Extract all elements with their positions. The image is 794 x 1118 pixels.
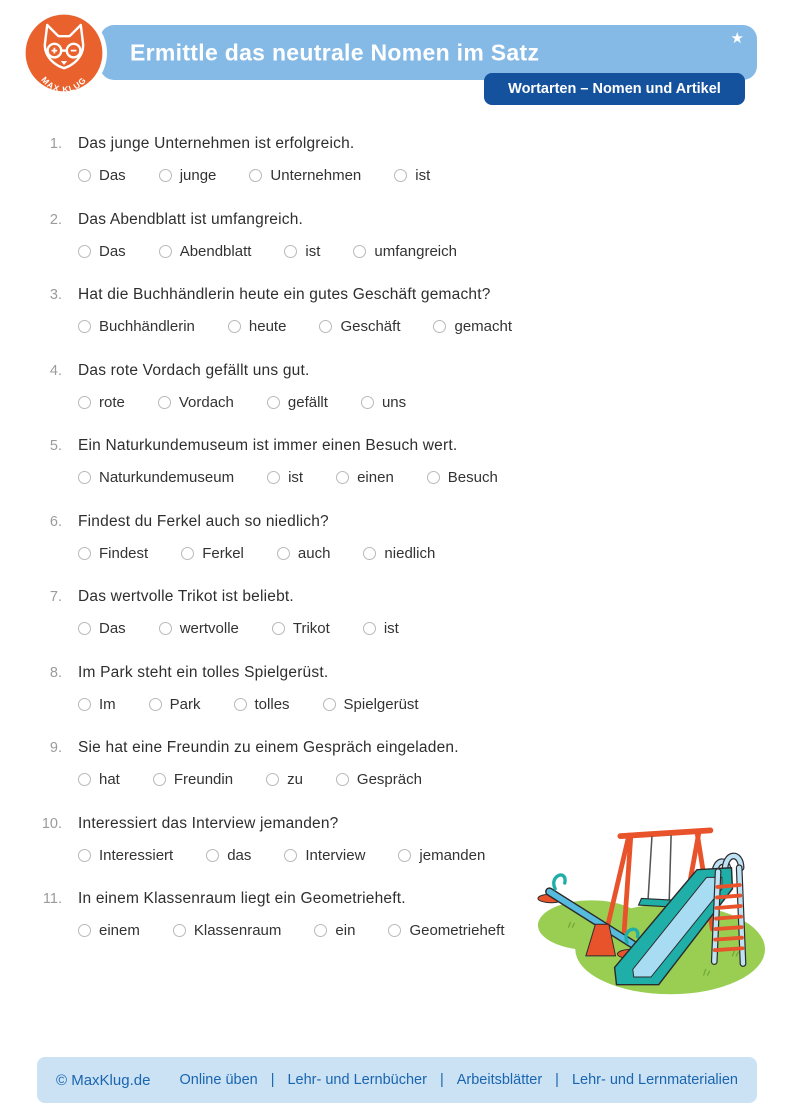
radio-button-icon[interactable] (361, 396, 374, 409)
answer-option[interactable] (272, 620, 330, 637)
options-row (78, 469, 620, 486)
fox-logo-icon (24, 13, 104, 93)
radio-button-icon[interactable] (78, 245, 91, 258)
option-label: ist (288, 469, 304, 486)
question-list (40, 134, 620, 965)
radio-button-icon[interactable] (78, 773, 91, 786)
answer-option[interactable] (78, 545, 148, 562)
option-label: umfangreich (374, 242, 457, 260)
option-label: Das (99, 620, 126, 637)
footer-separator: | (555, 1072, 559, 1088)
radio-button-icon[interactable] (267, 396, 280, 409)
option-label: Im (99, 695, 116, 713)
question-item (40, 889, 620, 939)
answer-option[interactable] (78, 771, 120, 788)
radio-button-icon[interactable] (353, 245, 366, 258)
question-item (40, 436, 620, 486)
question-number: 11. (42, 891, 62, 907)
header-banner (100, 25, 757, 80)
option-label: junge (179, 167, 217, 184)
footer-link[interactable]: Arbeitsblätter (456, 1072, 543, 1088)
page-title: Ermittle das neutrale Nomen im Satz (130, 39, 540, 65)
radio-button-icon[interactable] (158, 396, 171, 409)
answer-option[interactable] (323, 696, 419, 713)
answer-option[interactable] (427, 469, 498, 486)
option-label: einem (99, 922, 140, 939)
radio-button-icon[interactable] (314, 924, 327, 937)
radio-button-icon[interactable] (427, 471, 440, 484)
option-label: ist (415, 167, 431, 184)
option-label: Unternehmen (270, 167, 362, 184)
question-item (40, 663, 620, 713)
question-sentence: In einem Klassenraum liegt ein Geometrieheft. (78, 890, 406, 907)
answer-option[interactable] (78, 469, 234, 486)
question-item (40, 285, 620, 335)
answer-option[interactable] (284, 243, 320, 260)
answer-option[interactable] (78, 243, 126, 260)
radio-button-icon[interactable] (284, 849, 297, 862)
answer-option[interactable] (78, 696, 116, 713)
footer-link[interactable]: Lehr- und Lernmaterialien (571, 1072, 738, 1088)
option-label: Trikot (292, 620, 330, 637)
answer-option[interactable] (363, 545, 435, 562)
topic-badge: Wortarten – Nomen und Artikel (484, 73, 745, 105)
question-item (40, 814, 620, 864)
question-number: 5. (49, 438, 62, 454)
radio-button-icon[interactable] (398, 849, 411, 862)
option-label: Buchhändlerin (99, 318, 195, 335)
answer-option[interactable] (361, 394, 406, 411)
question-number: 10. (41, 815, 62, 832)
radio-button-icon[interactable] (363, 547, 376, 560)
radio-button-icon[interactable] (78, 924, 91, 937)
answer-option[interactable] (433, 318, 512, 335)
option-label: auch (297, 544, 331, 562)
radio-button-icon[interactable] (228, 320, 241, 333)
answer-option[interactable] (336, 469, 394, 486)
question-sentence: Das Abendblatt ist umfangreich. (78, 210, 304, 228)
radio-button-icon[interactable] (159, 622, 172, 635)
question-number: 8. (49, 664, 62, 681)
option-label: einen (357, 469, 394, 486)
star-icon: ★ (730, 30, 744, 47)
option-label: Freundin (173, 771, 234, 788)
answer-option[interactable] (314, 922, 355, 939)
answer-option[interactable] (158, 394, 234, 411)
radio-button-icon[interactable] (159, 245, 172, 258)
footer-separator: | (439, 1072, 444, 1088)
option-label: Abendblatt (179, 242, 252, 260)
radio-button-icon[interactable] (249, 169, 262, 182)
answer-option[interactable] (78, 394, 125, 411)
answer-option[interactable] (336, 771, 422, 788)
answer-option[interactable] (228, 318, 287, 335)
answer-option[interactable] (388, 922, 504, 939)
answer-option[interactable] (173, 922, 282, 939)
radio-button-icon[interactable] (336, 471, 349, 484)
question-item (40, 587, 620, 637)
option-label: Klassenraum (193, 922, 282, 939)
radio-button-icon[interactable] (78, 396, 91, 409)
option-label: niedlich (384, 544, 436, 562)
options-row (78, 771, 620, 788)
option-label: Interessiert (99, 846, 174, 864)
question-item (40, 512, 620, 562)
answer-option[interactable] (78, 318, 195, 335)
question-number: 9. (49, 740, 62, 756)
question-number: 3. (49, 287, 62, 303)
question-number: 7. (49, 589, 62, 605)
question-sentence: Das junge Unternehmen ist erfolgreich. (78, 135, 355, 152)
option-label: hat (99, 771, 120, 788)
options-row (78, 696, 620, 713)
answer-option[interactable] (319, 318, 400, 335)
option-label: Das (99, 242, 126, 260)
option-label: tolles (254, 695, 290, 713)
option-label: rote (99, 393, 125, 411)
answer-option[interactable] (159, 243, 252, 260)
radio-button-icon[interactable] (394, 169, 407, 182)
playground-illustration (536, 808, 766, 1008)
option-label: uns (381, 393, 407, 411)
maxklug-logo (21, 10, 107, 96)
question-sentence: Ein Naturkundemuseum ist immer einen Besuch wert. (78, 437, 458, 454)
question-sentence: Findest du Ferkel auch so niedlich? (78, 512, 329, 530)
radio-button-icon[interactable] (388, 924, 401, 937)
question-sentence: Das rote Vordach gefällt uns gut. (78, 361, 310, 379)
radio-button-icon[interactable] (206, 849, 219, 862)
question-item (40, 738, 620, 788)
options-row (78, 243, 620, 260)
option-label: gefällt (287, 393, 328, 411)
answer-option[interactable] (266, 771, 303, 788)
footer-links (180, 1072, 739, 1088)
answer-option[interactable] (78, 922, 140, 939)
option-label: jemanden (419, 846, 486, 864)
answer-option[interactable] (234, 696, 290, 713)
question-number: 4. (49, 362, 62, 379)
question-item (40, 210, 620, 260)
option-label: Naturkundemuseum (99, 469, 235, 486)
radio-button-icon[interactable] (323, 698, 336, 711)
answer-option[interactable] (181, 545, 244, 562)
answer-option[interactable] (159, 620, 239, 637)
radio-button-icon[interactable] (181, 547, 194, 560)
question-sentence: Interessiert das Interview jemanden? (78, 814, 339, 832)
answer-option[interactable] (267, 394, 328, 411)
question-sentence: Das wertvolle Trikot ist beliebt. (78, 588, 294, 605)
radio-button-icon[interactable] (173, 924, 186, 937)
answer-option[interactable] (394, 167, 430, 184)
option-label: Interview (305, 846, 366, 864)
question-sentence: Hat die Buchhändlerin heute ein gutes Geschäft gemacht? (78, 286, 491, 303)
footer-link[interactable]: Online üben (179, 1072, 258, 1088)
options-row (78, 167, 620, 184)
question-number: 1. (49, 136, 62, 152)
radio-button-icon[interactable] (267, 471, 280, 484)
answer-option[interactable] (363, 620, 399, 637)
radio-button-icon[interactable] (78, 622, 91, 635)
radio-button-icon[interactable] (363, 622, 376, 635)
option-label: Ferkel (202, 544, 244, 562)
answer-option[interactable] (149, 696, 201, 713)
radio-button-icon[interactable] (78, 471, 91, 484)
radio-button-icon[interactable] (78, 169, 91, 182)
options-row (78, 318, 620, 335)
radio-button-icon[interactable] (284, 245, 297, 258)
copyright-text: © MaxKlug.de (56, 1071, 151, 1089)
radio-button-icon[interactable] (433, 320, 446, 333)
option-label: heute (248, 318, 287, 335)
answer-option[interactable] (153, 771, 233, 788)
footer-bar (37, 1057, 757, 1103)
radio-button-icon[interactable] (149, 698, 162, 711)
radio-button-icon[interactable] (319, 320, 332, 333)
question-sentence: Im Park steht ein tolles Spielgerüst. (78, 663, 329, 681)
option-label: Findest (99, 544, 149, 562)
option-label: das (227, 846, 252, 864)
option-label: Geschäft (340, 318, 401, 335)
question-item (40, 361, 620, 411)
answer-option[interactable] (78, 167, 126, 184)
question-item (40, 134, 620, 184)
options-row (78, 620, 620, 637)
answer-option[interactable] (206, 847, 251, 864)
option-label: Gespräch (356, 771, 422, 788)
answer-option[interactable] (277, 545, 331, 562)
question-sentence: Sie hat eine Freundin zu einem Gespräch eingeladen. (78, 739, 459, 756)
option-label: Geometrieheft (409, 922, 505, 939)
radio-button-icon[interactable] (78, 698, 91, 711)
option-label: ein (335, 922, 356, 939)
radio-button-icon[interactable] (78, 547, 91, 560)
options-row (78, 394, 620, 411)
answer-option[interactable] (78, 620, 126, 637)
option-label: Besuch (447, 469, 498, 486)
option-label: Spielgerüst (343, 695, 419, 713)
answer-option[interactable] (159, 167, 217, 184)
answer-option[interactable] (267, 469, 303, 486)
radio-button-icon[interactable] (277, 547, 290, 560)
radio-button-icon[interactable] (78, 849, 91, 862)
option-label: Park (169, 695, 201, 713)
question-number: 6. (49, 513, 62, 530)
options-row (78, 545, 620, 562)
radio-button-icon[interactable] (336, 773, 349, 786)
radio-button-icon[interactable] (266, 773, 279, 786)
footer-separator: | (270, 1072, 275, 1088)
option-label: Vordach (178, 393, 234, 411)
answer-option[interactable] (353, 243, 457, 260)
radio-button-icon[interactable] (234, 698, 247, 711)
question-number: 2. (49, 211, 62, 228)
logo-brand-text: MAX KLUG (39, 74, 89, 93)
option-label: Das (99, 167, 126, 184)
option-label: wertvolle (179, 620, 239, 637)
answer-option[interactable] (398, 847, 485, 864)
answer-option[interactable] (284, 847, 365, 864)
answer-option[interactable] (249, 167, 361, 184)
option-label: ist (383, 620, 399, 637)
footer-link[interactable]: Lehr- und Lernbücher (287, 1072, 427, 1088)
option-label: gemacht (454, 318, 513, 335)
radio-button-icon[interactable] (159, 169, 172, 182)
radio-button-icon[interactable] (153, 773, 166, 786)
option-label: zu (287, 771, 303, 788)
answer-option[interactable] (78, 847, 173, 864)
radio-button-icon[interactable] (78, 320, 91, 333)
radio-button-icon[interactable] (272, 622, 285, 635)
option-label: ist (305, 242, 321, 260)
